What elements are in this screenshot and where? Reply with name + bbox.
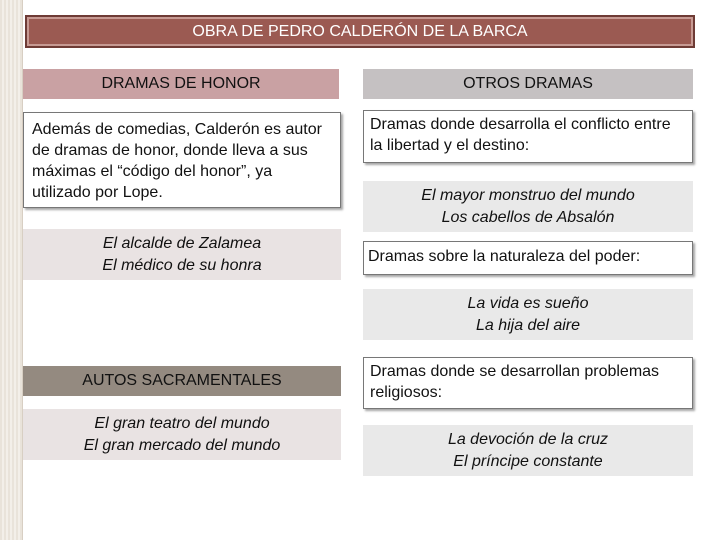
work-title: El gran teatro del mundo xyxy=(94,414,270,432)
work-title: El príncipe constante xyxy=(453,452,603,470)
poder-description: Dramas sobre la naturaleza del poder: xyxy=(363,241,693,275)
header-dramas-de-honor: DRAMAS DE HONOR xyxy=(23,69,339,99)
work-title: El mayor monstruo del mundo xyxy=(421,186,635,204)
work-title: El alcalde de Zalamea xyxy=(102,234,262,252)
conflicto-description: Dramas donde desarrolla el conflicto entre la libertad y el destino: xyxy=(363,110,693,163)
autos-works-list xyxy=(23,409,341,460)
work-title: Los cabellos de Absalón xyxy=(441,208,615,226)
religiosos-description: Dramas donde se desarrollan problemas religiosos: xyxy=(363,357,693,409)
work-title: La vida es sueño xyxy=(467,294,589,312)
header-otros-dramas: OTROS DRAMAS xyxy=(363,69,693,99)
conflicto-works-list xyxy=(363,181,693,232)
honor-works-list xyxy=(23,229,341,280)
header-autos-sacramentales: AUTOS SACRAMENTALES xyxy=(23,366,341,396)
religiosos-works-list xyxy=(363,425,693,476)
page-title: OBRA DE PEDRO CALDERÓN DE LA BARCA xyxy=(25,15,695,48)
work-title: El gran mercado del mundo xyxy=(83,436,281,454)
poder-works-list xyxy=(363,289,693,340)
work-title: El médico de su honra xyxy=(102,256,262,274)
work-title: La devoción de la cruz xyxy=(447,430,609,448)
honor-description: Además de comedias, Calderón es autor de dramas de honor, donde lleva a sus máximas el “código del honor”, ya utilizado por Lope. xyxy=(23,112,341,208)
decorative-sidebar xyxy=(0,0,23,540)
work-title: La hija del aire xyxy=(475,316,581,334)
